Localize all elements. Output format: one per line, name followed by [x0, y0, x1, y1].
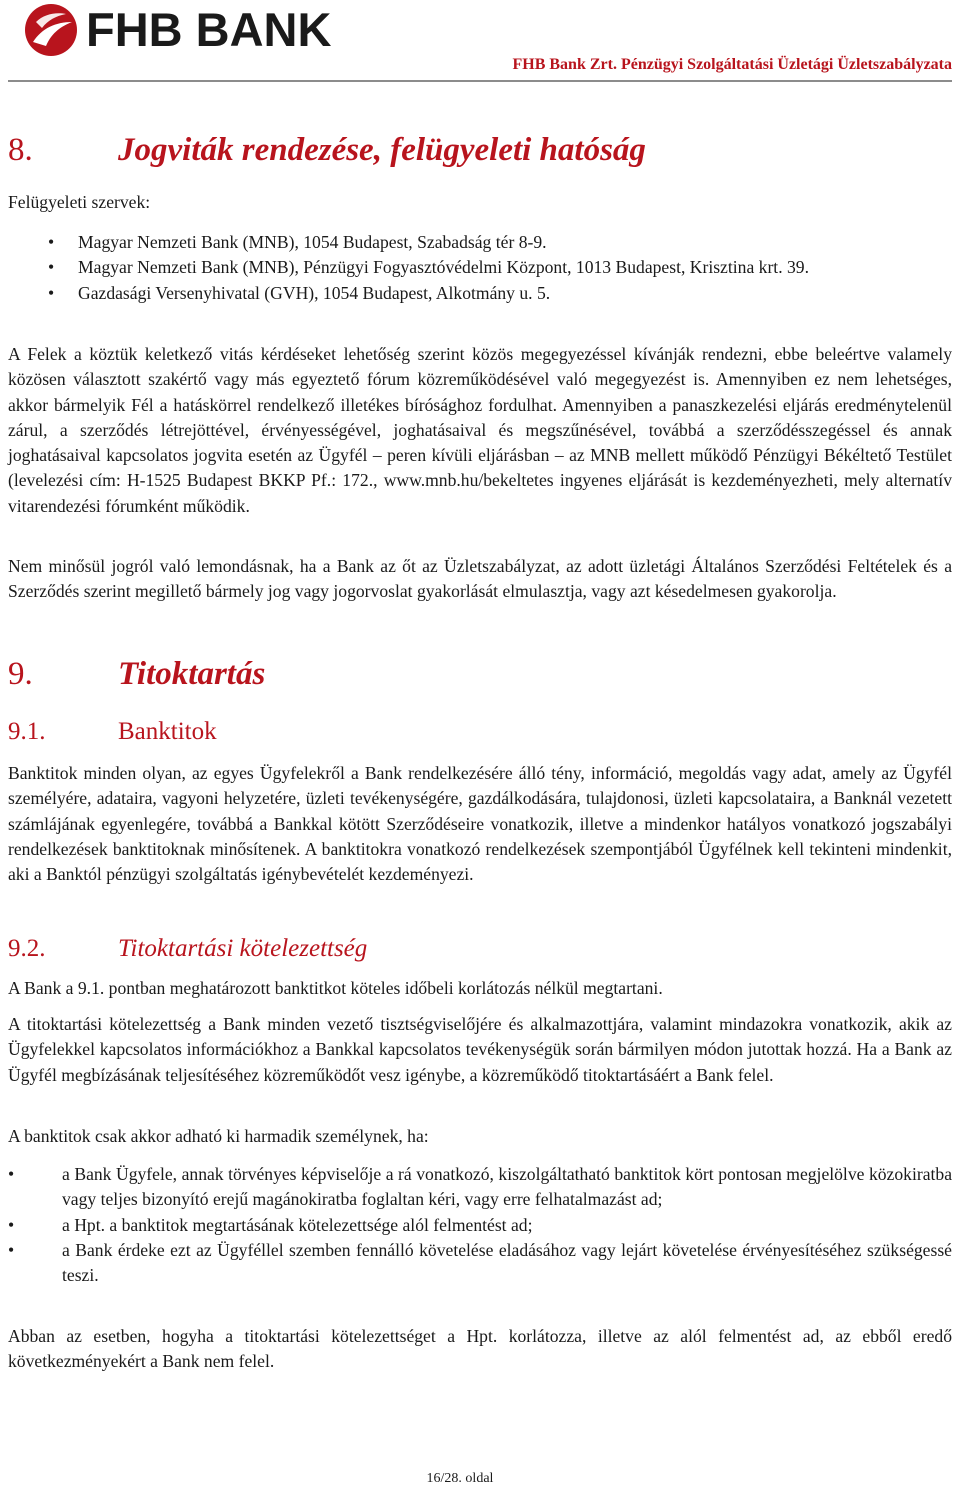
list-item: • a Hpt. a banktitok megtartásának kötelezettsége alól felmentést ad;	[8, 1213, 952, 1238]
page-footer	[0, 1471, 960, 1487]
confidentiality-paragraph: A titoktartási kötelezettség a Bank minden vezető tisztségviselőjére és alkalmazottjára, valamint mindazokra vonatkozik, akik az Ügyfelekkel kapcsolatos információkhoz a Bankkal kapcsolatos tevékenységük során bármilyen módon jutottak hozzá. Ha a Bank az Ügyfél megbízásának teljesítéséhez közreműködőt vesz igénybe, a közreműködő titoktartásáért a Bank felel.	[8, 1014, 952, 1085]
section-number: 8.	[8, 132, 33, 168]
bullet-icon: •	[8, 1214, 15, 1235]
closing-paragraph: Abban az esetben, hogyha a titoktartási kötelezettséget a Hpt. korlátozza, illetve az alól felmentést ad, az ebből eredő következményekért a Bank nem felel.	[8, 1326, 952, 1372]
waiver-paragraph: Nem minősül jogról való lemondásnak, ha a Bank az őt az Üzletszabályzat, az adott üzletági Általános Szerződési Feltételek és a Szerződés szerint megillető bármely jog vagy jogorvoslat gyakorlását elmulasztja, vagy azt késedelmesen gyakorolja.	[8, 556, 952, 602]
bullet-icon: •	[8, 1164, 15, 1184]
bullet-icon: •	[48, 232, 55, 252]
retention-paragraph: A Bank a 9.1. pontban meghatározott banktitkot köteles időbeli korlátozás nélkül megtartani.	[8, 978, 663, 998]
page-header	[0, 0, 960, 80]
supervisors-list	[8, 230, 952, 306]
bullet-icon: •	[48, 282, 55, 303]
section-title: Titoktartás	[118, 656, 266, 692]
brand-name: FHB BANK	[86, 3, 332, 56]
list-item: • Gazdasági Versenyhivatal (GVH), 1054 Budapest, Alkotmány u. 5.	[8, 281, 952, 306]
list-item: • a Bank Ügyfele, annak törvényes képviselője a rá vonatkozó, kiszolgáltatható banktitok kört pontosan megjelölve közokiratba vagy teljes bizonyító erejű magánokiratba foglaltan kéri, vagy erre felhatalmazást ad;	[8, 1164, 952, 1210]
list-item: • a Bank érdeke ezt az Ügyféllel szemben fennálló követelése eladásához vagy lejárt követelése érvényesítéséhez szükségessé teszi.	[8, 1239, 952, 1286]
section-8-heading	[8, 130, 646, 170]
section-number: 9.	[8, 656, 33, 692]
fhb-logo-mark-icon	[22, 2, 80, 58]
bullet-icon: •	[48, 257, 55, 278]
document-title: FHB Bank Zrt. Pénzügyi Szolgáltatási Üzletági Üzletszabályzata	[512, 56, 952, 73]
section-title: Jogviták rendezése, felügyeleti hatóság	[118, 132, 646, 168]
section-9-heading	[8, 654, 265, 694]
section-title: Titoktartási kötelezettség	[118, 935, 368, 962]
section-9-1-heading	[8, 717, 217, 747]
supervisors-intro: Felügyeleti szervek:	[8, 192, 151, 212]
disclosure-conditions-list	[8, 1162, 952, 1288]
banktitok-paragraph: Banktitok minden olyan, az egyes Ügyfelekről a Bank rendelkezésére álló tény, információ, megoldás vagy adat, amely az Ügyfél személyére, adataira, vagyoni helyzetére, üzleti tevékenységére, gazdálkodására, tulajdonosi, üzleti kapcsolataira, a Banknál vezetett számlájának egyenlegére, továbbá a Bankkal kötött Szerződéseire vonatkozik, illetve a mindenkor hatályos vonatkozó jogszabályi rendelkezések banktitoknak minősítenek. A banktitokra vonatkozó rendelkezések szempontjából Ügyfélnek kell tekinteni mindenkit, aki a Banktól pénzügyi szolgáltatás igénybevételét kezdeményezi.	[8, 763, 952, 885]
disclosure-intro: A banktitok csak akkor adható ki harmadik személynek, ha:	[8, 1126, 429, 1146]
page-number: 16/28. oldal	[426, 1471, 494, 1486]
section-title: Banktitok	[118, 718, 217, 745]
disputes-paragraph: A Felek a köztük keletkező vitás kérdéseket lehetőség szerint közös megegyezéssel kívánják rendezni, ebbe beleértve valamely közösen választott szakértő vagy más egyeztető fórum közreműködésével való megegyezést is. Amennyiben ez nem lehetséges, akkor bármelyik Fél a hatáskörrel rendelkező illetékes bírósághoz fordulhat. Amennyiben a panaszkezelési eljárás eredménytelenül zárul, a szerződés létrejöttével, érvényességével, joghatásaival és megszűnésével, továbbá a szerződésszegéssel és annak joghatásaival kapcsolatos jogvita esetén az Ügyfél – peren kívüli eljárásban – az MNB mellett működő Pénzügyi Békéltető Testület (levelezési cím: H-1525 Budapest BKKP Pf.: 172., www.mnb.hu/bekeltetes ingyenes eljárását is kezdeményezheti, mely alternatív vitarendezési fórumként működik.	[8, 344, 952, 516]
fhb-bank-logo	[22, 2, 352, 58]
header-divider	[8, 80, 952, 82]
bullet-icon: •	[8, 1239, 15, 1260]
section-number: 9.1.	[8, 718, 46, 745]
section-number: 9.2.	[8, 935, 46, 962]
list-item: • Magyar Nemzeti Bank (MNB), Pénzügyi Fogyasztóvédelmi Központ, 1013 Budapest, Krisztina krt. 39.	[8, 255, 952, 280]
section-9-2-heading	[8, 934, 367, 964]
list-item: • Magyar Nemzeti Bank (MNB), 1054 Budapest, Szabadság tér 8-9.	[8, 230, 952, 255]
